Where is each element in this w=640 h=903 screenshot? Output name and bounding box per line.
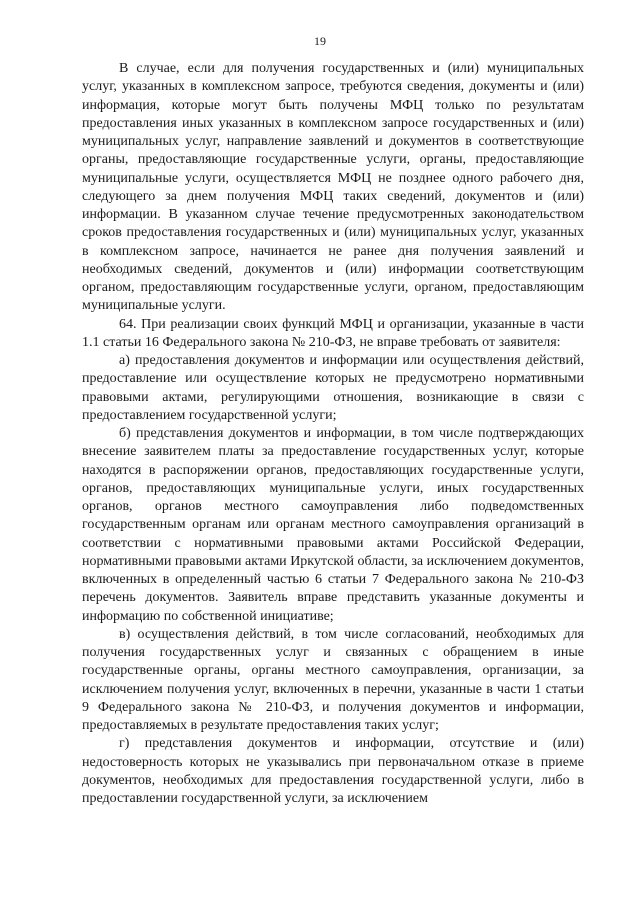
page-number: 19 <box>314 34 326 48</box>
paragraph-64-v: в) осуществления действий, в том числе согласований, необходимых для получения государственных услуг и связанных с обращением в иные государственные органы, органы местного самоуправления, организации, за исключением получения услуг, включенных в перечни, указанные в части 1 статьи 9 Федерального закона № 210-ФЗ, и получения документов и информации, предоставляемых в результате предоставления таких услуг; <box>82 626 584 733</box>
paragraph-64-g: г) представления документов и информации, отсутствие и (или) недостоверность которых не указывались при первоначальном отказе в приеме документов, необходимых для предоставления государственной услуги, либо в предоставлении государственной услуги, за исключением <box>82 736 584 806</box>
paragraph-64-intro: 64. При реализации своих функций МФЦ и организации, указанные в части 1.1 статьи 16 Федерального закона № 210-ФЗ, не вправе требовать от заявителя: <box>82 316 584 350</box>
document-body <box>82 60 584 808</box>
paragraph-64-a: а) предоставления документов и информации или осуществления действий, предоставление или осуществление которых не предусмотрено нормативными правовыми актами, регулирующими отношения, возникающие в связи с предоставлением государственной услуги; <box>82 353 584 423</box>
paragraph-complex-request: В случае, если для получения государственных и (или) муниципальных услуг, указанных в комплексном запросе, требуются сведения, документы и (или) информация, которые могут быть получены МФЦ только по результатам предоставления иных указанных в комплексном запросе государственных и (или) муниципальных услуг, направление заявлений и документов в соответствующие органы, предоставляющие государственные услуги, органы, предоставляющие муниципальные услуги, осуществляется МФЦ не позднее одного рабочего дня, следующего за днем получения МФЦ таких сведений, документов и (или) информации. В указанном случае течение предусмотренных законодательством сроков предоставления государственных и (или) муниципальных услуг, указанных в комплексном запросе, начинается не ранее дня получения заявлений и необходимых сведений, документов и (или) информации соответствующим органом, предоставляющим государственные услуги, органом, предоставляющим муниципальные услуги. <box>82 61 584 314</box>
paragraph-64-b: б) представления документов и информации, в том числе подтверждающих внесение заявителем платы за предоставление государственных услуг, которые находятся в распоряжении органов, предоставляющих государственные услуги, органов, предоставляющих муниципальные услуги, иных государственных органов, органов местного самоуправления либо подведомственных государственным органам или органам местного самоуправления организаций в соответствии с нормативными правовыми актами Российской Федерации, нормативными правовыми актами Иркутской области, за исключением документов, включенных в определенный частью 6 статьи 7 Федерального закона № 210-ФЗ перечень документов. Заявитель вправе представить указанные документы и информацию по собственной инициативе; <box>82 426 584 624</box>
